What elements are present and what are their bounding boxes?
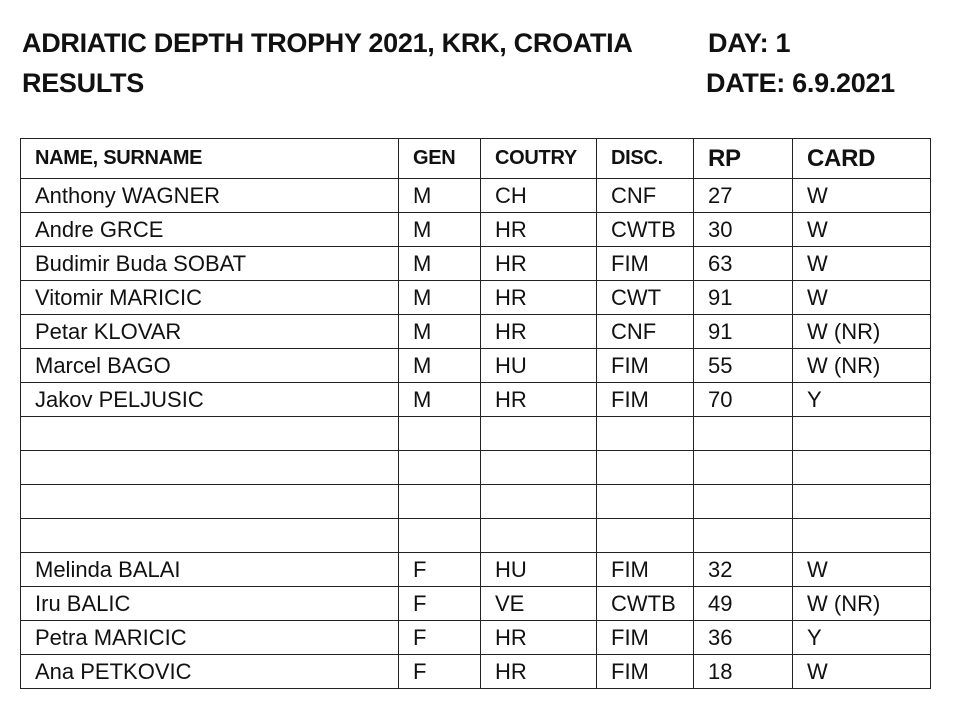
gender-cell: F bbox=[399, 655, 481, 689]
card-cell: Y bbox=[793, 621, 931, 655]
empty-cell bbox=[597, 485, 694, 519]
rp-depth-cell: 30 bbox=[694, 213, 793, 247]
gender-cell: M bbox=[399, 281, 481, 315]
rp-depth-cell: 63 bbox=[694, 247, 793, 281]
empty-cell bbox=[21, 519, 399, 553]
athlete-name-cell: Petra MARICIC bbox=[21, 621, 399, 655]
results-table bbox=[20, 138, 931, 689]
empty-cell bbox=[481, 519, 597, 553]
gender-cell: M bbox=[399, 247, 481, 281]
document-title: ADRIATIC DEPTH TROPHY 2021, KRK, CROATIA bbox=[22, 28, 633, 58]
table-row bbox=[21, 213, 931, 247]
country-cell: HR bbox=[481, 383, 597, 417]
card-cell: Y bbox=[793, 383, 931, 417]
table-row bbox=[21, 281, 931, 315]
athlete-name-cell: Marcel BAGO bbox=[21, 349, 399, 383]
card-cell: W bbox=[793, 553, 931, 587]
empty-cell bbox=[21, 451, 399, 485]
discipline-cell: FIM bbox=[597, 349, 694, 383]
card-cell: W bbox=[793, 213, 931, 247]
rp-depth-cell: 36 bbox=[694, 621, 793, 655]
discipline-cell: FIM bbox=[597, 247, 694, 281]
empty-cell bbox=[399, 519, 481, 553]
empty-rows bbox=[21, 417, 931, 553]
column-header-discipline: DISC. bbox=[597, 139, 694, 179]
empty-row bbox=[21, 451, 931, 485]
card-cell: W bbox=[793, 655, 931, 689]
card-cell: W bbox=[793, 281, 931, 315]
table-row bbox=[21, 179, 931, 213]
gender-cell: M bbox=[399, 315, 481, 349]
discipline-cell: CNF bbox=[597, 179, 694, 213]
athlete-name-cell: Anthony WAGNER bbox=[21, 179, 399, 213]
rp-depth-cell: 55 bbox=[694, 349, 793, 383]
table-row bbox=[21, 621, 931, 655]
table-row bbox=[21, 553, 931, 587]
gender-cell: M bbox=[399, 383, 481, 417]
empty-cell bbox=[399, 485, 481, 519]
empty-cell bbox=[793, 519, 931, 553]
empty-cell bbox=[597, 451, 694, 485]
day-label: DAY: 1 bbox=[708, 28, 791, 58]
country-cell: HU bbox=[481, 349, 597, 383]
gender-cell: F bbox=[399, 587, 481, 621]
card-cell: W (NR) bbox=[793, 315, 931, 349]
country-cell: VE bbox=[481, 587, 597, 621]
table-row bbox=[21, 247, 931, 281]
empty-row bbox=[21, 417, 931, 451]
gender-cell: F bbox=[399, 553, 481, 587]
men-results bbox=[21, 179, 931, 417]
empty-row bbox=[21, 519, 931, 553]
empty-cell bbox=[694, 451, 793, 485]
rp-depth-cell: 27 bbox=[694, 179, 793, 213]
column-header-card: CARD bbox=[793, 139, 931, 179]
athlete-name-cell: Petar KLOVAR bbox=[21, 315, 399, 349]
empty-cell bbox=[597, 417, 694, 451]
empty-cell bbox=[597, 519, 694, 553]
rp-depth-cell: 91 bbox=[694, 281, 793, 315]
column-header-country: COUTRY bbox=[481, 139, 597, 179]
discipline-cell: CWT bbox=[597, 281, 694, 315]
empty-cell bbox=[481, 451, 597, 485]
empty-cell bbox=[793, 485, 931, 519]
table-row bbox=[21, 383, 931, 417]
discipline-cell: FIM bbox=[597, 383, 694, 417]
country-cell: CH bbox=[481, 179, 597, 213]
date-label: DATE: 6.9.2021 bbox=[706, 68, 895, 98]
empty-cell bbox=[399, 451, 481, 485]
gender-cell: M bbox=[399, 213, 481, 247]
rp-depth-cell: 91 bbox=[694, 315, 793, 349]
athlete-name-cell: Andre GRCE bbox=[21, 213, 399, 247]
athlete-name-cell: Budimir Buda SOBAT bbox=[21, 247, 399, 281]
empty-row bbox=[21, 485, 931, 519]
table-header-row bbox=[21, 139, 931, 179]
empty-cell bbox=[481, 417, 597, 451]
country-cell: HR bbox=[481, 315, 597, 349]
athlete-name-cell: Iru BALIC bbox=[21, 587, 399, 621]
column-header-rp: RP bbox=[694, 139, 793, 179]
empty-cell bbox=[21, 485, 399, 519]
card-cell: W bbox=[793, 247, 931, 281]
empty-cell bbox=[399, 417, 481, 451]
card-cell: W (NR) bbox=[793, 587, 931, 621]
country-cell: HR bbox=[481, 281, 597, 315]
country-cell: HU bbox=[481, 553, 597, 587]
column-header-name: NAME, SURNAME bbox=[21, 139, 399, 179]
country-cell: HR bbox=[481, 247, 597, 281]
rp-depth-cell: 18 bbox=[694, 655, 793, 689]
rp-depth-cell: 32 bbox=[694, 553, 793, 587]
empty-cell bbox=[481, 485, 597, 519]
empty-cell bbox=[21, 417, 399, 451]
discipline-cell: FIM bbox=[597, 553, 694, 587]
document-subtitle: RESULTS bbox=[22, 68, 144, 98]
country-cell: HR bbox=[481, 213, 597, 247]
athlete-name-cell: Melinda BALAI bbox=[21, 553, 399, 587]
empty-cell bbox=[793, 451, 931, 485]
empty-cell bbox=[694, 485, 793, 519]
gender-cell: M bbox=[399, 349, 481, 383]
empty-cell bbox=[694, 417, 793, 451]
rp-depth-cell: 49 bbox=[694, 587, 793, 621]
empty-cell bbox=[793, 417, 931, 451]
table-row bbox=[21, 315, 931, 349]
athlete-name-cell: Jakov PELJUSIC bbox=[21, 383, 399, 417]
empty-cell bbox=[694, 519, 793, 553]
discipline-cell: FIM bbox=[597, 655, 694, 689]
table-row bbox=[21, 655, 931, 689]
athlete-name-cell: Ana PETKOVIC bbox=[21, 655, 399, 689]
discipline-cell: FIM bbox=[597, 621, 694, 655]
country-cell: HR bbox=[481, 621, 597, 655]
gender-cell: F bbox=[399, 621, 481, 655]
athlete-name-cell: Vitomir MARICIC bbox=[21, 281, 399, 315]
country-cell: HR bbox=[481, 655, 597, 689]
discipline-cell: CWTB bbox=[597, 587, 694, 621]
table-row bbox=[21, 587, 931, 621]
discipline-cell: CWTB bbox=[597, 213, 694, 247]
rp-depth-cell: 70 bbox=[694, 383, 793, 417]
table-row bbox=[21, 349, 931, 383]
card-cell: W bbox=[793, 179, 931, 213]
discipline-cell: CNF bbox=[597, 315, 694, 349]
gender-cell: M bbox=[399, 179, 481, 213]
card-cell: W (NR) bbox=[793, 349, 931, 383]
women-results bbox=[21, 553, 931, 689]
column-header-gender: GEN bbox=[399, 139, 481, 179]
